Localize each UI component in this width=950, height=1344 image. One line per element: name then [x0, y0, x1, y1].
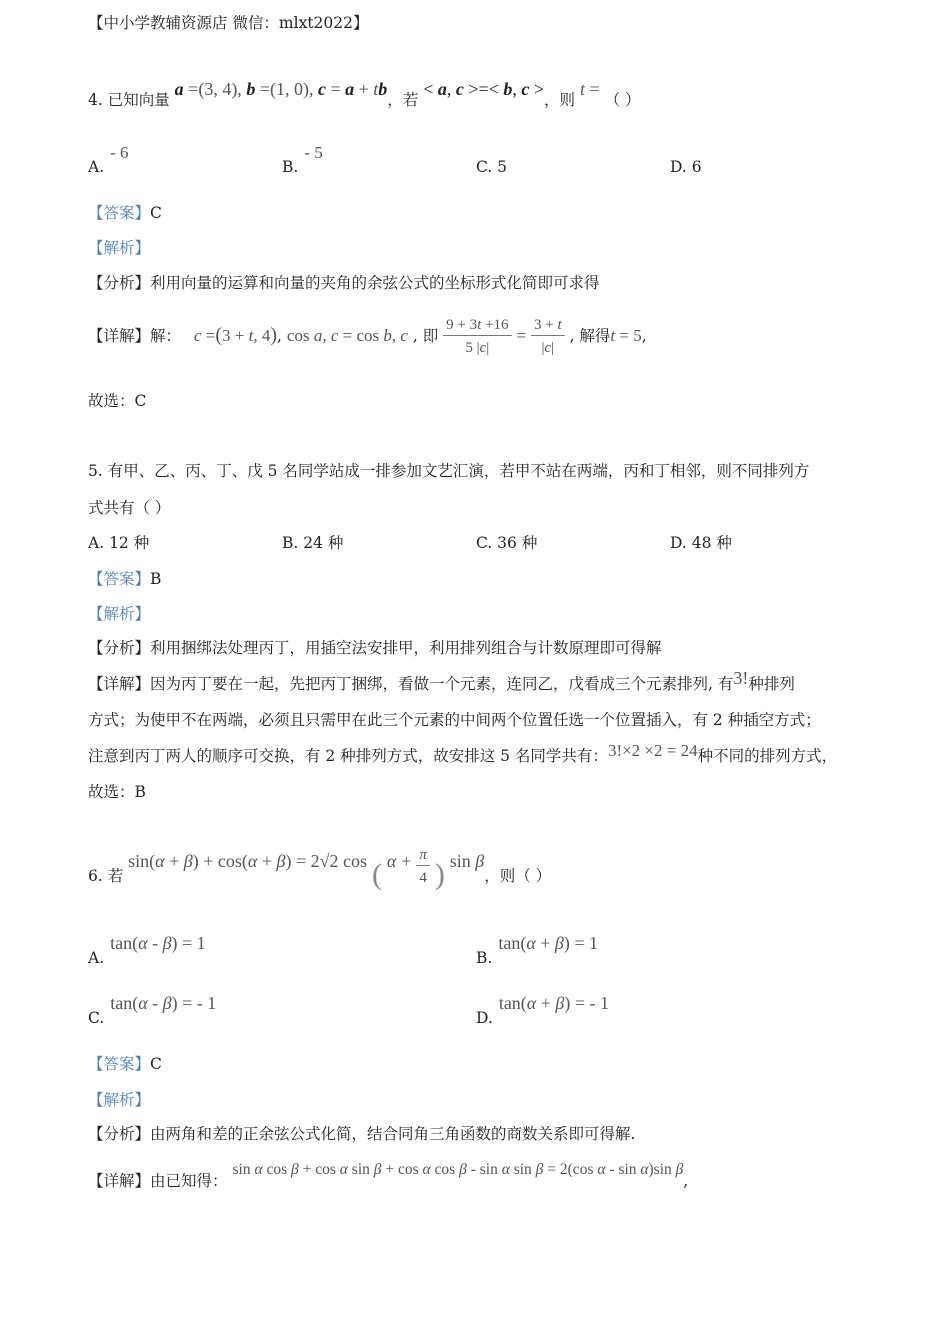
q5-answer: 【答案】B — [88, 570, 162, 588]
q4-fraction-right: $\frac{3 + t}{|c|}$ — [531, 316, 565, 358]
q6-option-a: A.tan(α - β) = 1 — [88, 933, 206, 967]
q4-text-2: ，若 — [387, 91, 419, 109]
q5-stem-line1: 5. 有甲、乙、丙、丁、戊 5 名同学站成一排参加文艺汇演，若甲不站在两端，丙和丁相邻，则不同排列方 — [88, 462, 810, 480]
q4-paren: （ ） — [604, 91, 641, 109]
q5-detail-line2: 方式；为使甲不在两端，必须且只需甲在此三个元素的中间两个位置任选一个位置插入，有 2 种插空方式； — [88, 711, 821, 729]
q4-vectors-math: a =(3, 4), b =(1, 0), c = a + tb — [174, 79, 388, 99]
q5-detail-line3: 注意到丙丁两人的顺序可交换，有 2 种排列方式，故安排这 5 名同学共有：3!×2 ×2 = 24种不同的排列方式， — [88, 741, 838, 765]
q4-option-b: B.- 5 — [282, 143, 323, 176]
q5-detail-line1: 【详解】因为丙丁要在一起，先把丙丁捆绑，看做一个元素，连同乙，戊看成三个元素排列, 有3!种排列 — [88, 668, 795, 693]
q4-choice: 故选：C — [88, 392, 147, 410]
q4-answer: 【答案】C — [88, 204, 162, 222]
q6-analysis-heading: 【解析】 — [88, 1091, 151, 1109]
q4-angle-math: < a, c >=< b, c > — [423, 79, 545, 99]
q4-option-a: A.- 6 — [88, 143, 129, 176]
q4-c-value-math: c =(3 + t, 4) — [193, 324, 278, 346]
q4-option-c: C. 5 — [476, 158, 508, 176]
q4-text-3: ，则 — [544, 91, 576, 109]
q6-pi-fraction: $\frac{\pi}{4}$ — [416, 846, 430, 888]
q6-option-a-math: tan(α - β) = 1 — [110, 933, 206, 953]
q4-number: 4. — [88, 91, 108, 109]
q5-option-d: D. 48 种 — [670, 534, 732, 552]
q4-fenxi: 【分析】利用向量的运算和向量的夹角的余弦公式的坐标形式化简即可求得 — [88, 274, 600, 292]
q6-answer: 【答案】C — [88, 1055, 162, 1073]
q5-3fact-math: 3! — [733, 668, 749, 688]
q4-fraction-left: $\frac{9 + 3t +16}{5 |c|}$ — [443, 316, 511, 358]
q5-analysis-heading: 【解析】 — [88, 605, 151, 623]
q4-t-math: t = — [579, 79, 600, 99]
q4-text-1: 已知向量 — [107, 91, 170, 109]
q5-option-b: B. 24 种 — [282, 534, 344, 552]
q6-option-c-math: tan(α - β) = - 1 — [110, 993, 217, 1013]
q4-t-result-math: t = 5 — [610, 326, 642, 345]
q4-option-d: D. 6 — [670, 158, 702, 176]
q5-stem-line2: 式共有（ ） — [88, 499, 171, 517]
q6-option-d-math: tan(α + β) = - 1 — [498, 993, 610, 1013]
q6-equation-math: sin(α + β) + cos(α + β) = 2√2 cos — [128, 851, 367, 871]
q4-stem — [88, 79, 641, 111]
q6-option-b-math: tan(α + β) = 1 — [498, 933, 599, 953]
q5-choice: 故选：B — [88, 783, 146, 801]
q6-option-c: C.tan(α - β) = - 1 — [88, 993, 217, 1027]
q6-option-b: B.tan(α + β) = 1 — [476, 933, 599, 967]
q5-option-c: C. 36 种 — [476, 534, 538, 552]
q6-option-d: D.tan(α + β) = - 1 — [476, 993, 610, 1027]
q4-detail: 【详解】解： c =(3 + t, 4), cos a, c = cos b, c , 即 $\frac{9 + 3t +16}{5 |c|}$ = $\frac{3 + t}{|c|}$ , 解得t = 5, — [88, 317, 647, 356]
q5-count-math: 3!×2 ×2 = 24 — [607, 741, 698, 760]
q6-detail: 【详解】由已知得： sin α cos β + cos α sin β + cos α cos β - sin α sin β = 2(cos α - sin α)sin β, — [88, 1161, 689, 1190]
q6-detail-math: sin α cos β + cos α sin β + cos α cos β - sin α sin β = 2(cos α - sin α)sin β — [232, 1161, 684, 1178]
q4-cos-math: cos a, c = cos b, c — [286, 326, 408, 345]
q5-fenxi: 【分析】利用捆绑法处理丙丁，用插空法安排甲，利用排列组合与计数原理即可得解 — [88, 639, 662, 657]
q4-analysis-heading: 【解析】 — [88, 239, 151, 257]
q5-option-a: A. 12 种 — [88, 534, 150, 552]
header-watermark: 【中小学教辅资源店 微信：mlxt2022】 — [88, 14, 369, 32]
q6-stem: 6. 若 sin(α + β) + cos(α + β) = 2√2 cos ( α + $\frac{\pi}{4}$ ) sin β，则（ ） — [88, 847, 552, 891]
q6-fenxi: 【分析】由两角和差的正余弦公式化简，结合同角三角函数的商数关系即可得解. — [88, 1125, 636, 1143]
